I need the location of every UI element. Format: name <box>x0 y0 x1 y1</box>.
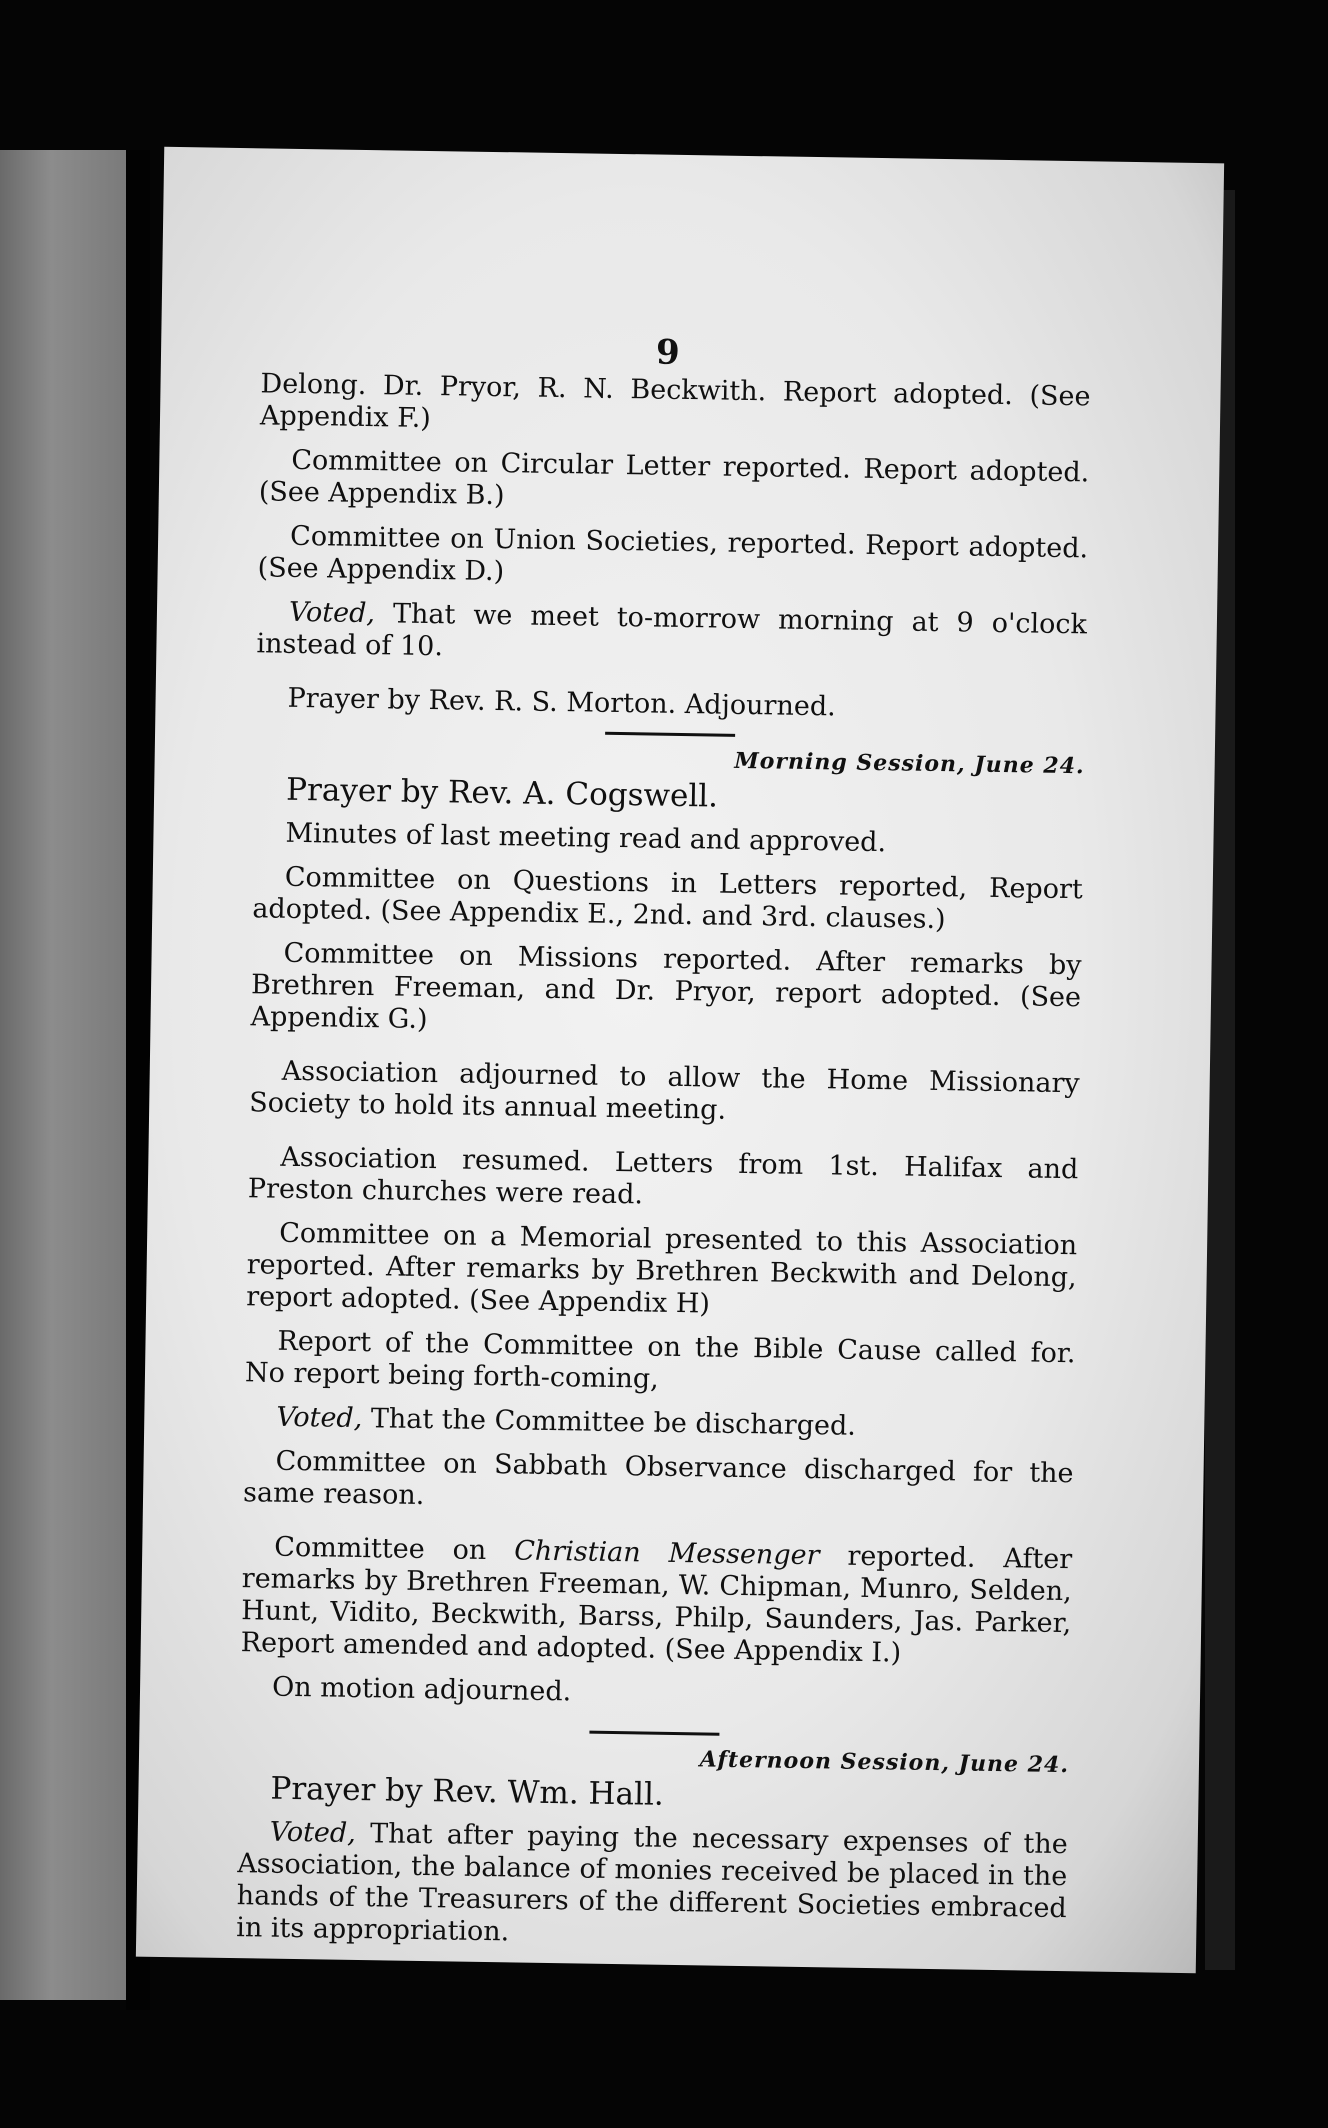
paragraph: Delong. Dr. Pryor, R. N. Beckwith. Report adopted. (See Appendix F.) <box>259 368 1091 435</box>
paragraph-text: That the Committee be discharged. <box>362 1403 857 1442</box>
paragraph-text: That after paying the necessary expenses of the Association, the balance of monies received be placed in the hands of the Treasurers of the different Societies embraced in its appropriation. <box>236 1818 1068 1948</box>
paragraph: Prayer by Rev. A. Cogswell. <box>285 771 719 815</box>
paragraph-text: Committee on <box>274 1531 515 1567</box>
section-divider <box>605 732 735 737</box>
voted-label: Voted, <box>269 1816 357 1850</box>
paragraph: Association resumed. Letters from 1st. Halifax and Preston churches were read. <box>247 1141 1079 1211</box>
section-divider <box>589 1731 719 1736</box>
paragraph: Association adjourned to allow the Home Missionary Society to hold its annual meeting. <box>249 1055 1080 1126</box>
paragraph-text: That we meet to-morrow morning at 9 o'clock instead of 10. <box>256 598 1088 663</box>
paragraph <box>256 596 1087 673</box>
voted-label: Voted, <box>276 1401 363 1435</box>
paragraph: Committee on Questions in Letters reported, Report adopted. (See Appendix E., 2nd. and 3rd. clauses.) <box>252 861 1083 936</box>
paragraph <box>236 1816 1068 1957</box>
document-page <box>136 147 1224 1973</box>
voted-label: Voted, <box>288 596 376 630</box>
paragraph: On motion adjourned. <box>271 1671 572 1708</box>
page-body <box>236 368 1091 1969</box>
paragraph: Committee on Sabbath Observance discharged for the same reason. <box>242 1445 1074 1512</box>
paragraph <box>241 1531 1073 1672</box>
page-number: 9 <box>655 332 681 373</box>
session-heading: Morning Session, June 24. <box>734 747 1085 780</box>
facing-page-edge <box>0 150 128 2000</box>
paragraph: Committee on Circular Letter reported. Report adopted. (See Appendix B.) <box>258 444 1090 512</box>
paragraph: Committee on Missions reported. After remarks by Brethren Freeman, and Dr. Pryor, report adopted. (See Appendix G.) <box>250 937 1082 1036</box>
paragraph-text: reported. After remarks by Brethren Freeman, W. Chipman, Munro, Selden, Hunt, Vidito, Beckwith, Barss, Philp, Saunders, Jas. Parker, Report amended and adopted. (See Appendix I.) <box>240 1540 1073 1669</box>
session-heading: Afternoon Session, June 24. <box>699 1746 1070 1779</box>
paragraph: Committee on a Memorial presented to this Association reported. After remarks by Brethren Beckwith and Delong, report adopted. (See Appendix H) <box>245 1217 1078 1320</box>
publication-title: Christian Messenger <box>514 1535 820 1572</box>
paragraph: Prayer by Rev. R. S. Morton. Adjourned. <box>287 682 836 723</box>
paragraph <box>244 1401 1074 1446</box>
paragraph: Prayer by Rev. Wm. Hall. <box>270 1770 665 1813</box>
paragraph: Report of the Committee on the Bible Cause called for. No report being forth-coming, <box>244 1325 1076 1395</box>
paragraph: Committee on Union Societies, reported. Report adopted. (See Appendix D.) <box>257 520 1089 588</box>
paragraph: Minutes of last meeting read and approved. <box>285 817 887 859</box>
